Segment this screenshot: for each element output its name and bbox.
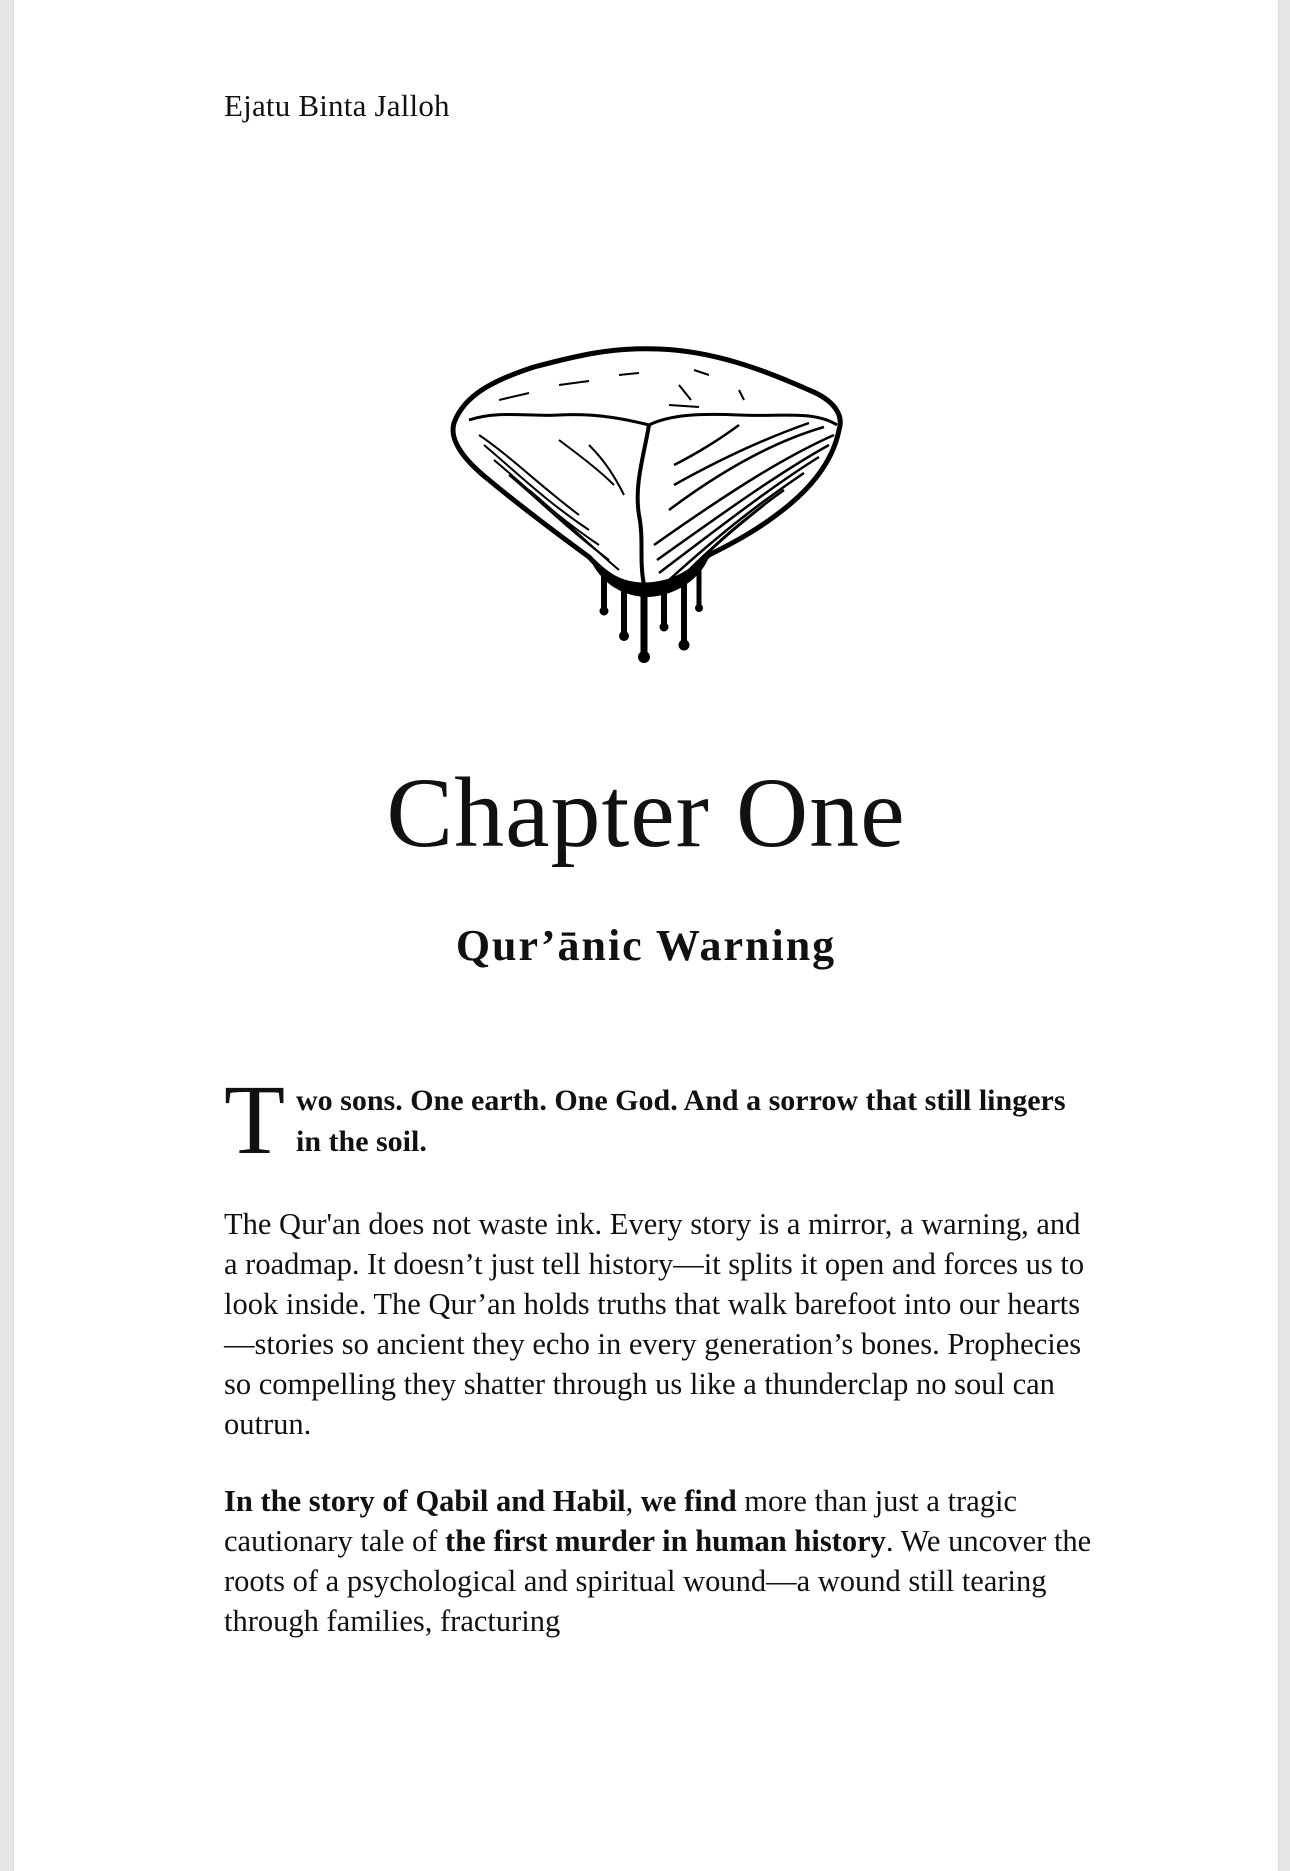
dripping-stone-icon bbox=[439, 345, 879, 675]
emphasis-text: the first murder in human history bbox=[445, 1524, 886, 1558]
lead-text: wo sons. One earth. One God. And a sorrow that still lingers in the soil. bbox=[296, 1084, 1066, 1158]
running-header-author: Ejatu Binta Jalloh bbox=[224, 88, 450, 123]
lead-paragraph bbox=[224, 1064, 1084, 1175]
body-text: . We uncover the roots of a psychological and spiritual wound—a wound still tearing through families, fracturing bbox=[224, 1524, 1092, 1638]
book-page bbox=[13, 0, 1279, 1871]
chapter-title: Chapter One bbox=[386, 757, 906, 868]
emphasis-text: In the story of Qabil and Habil bbox=[224, 1484, 626, 1518]
chapter-subtitle: Qur’ānic Warning bbox=[455, 921, 837, 970]
body-text: , bbox=[625, 1484, 641, 1518]
drop-cap: T bbox=[224, 1064, 286, 1175]
emphasis-text: we find bbox=[640, 1484, 737, 1518]
body-paragraph-1: The Qur'an does not waste ink. Every story is a mirror, a warning, and a roadmap. It doesn’t just tell history—it splits it open and forces us to look inside. The Qur’an holds truths that walk barefoot into our hearts—stories so ancient they echo in every generation’s bones. Prophecies so compelling they shatter through us like a thunderclap no soul can outrun. bbox=[224, 1207, 1085, 1441]
body-paragraph-2 bbox=[224, 1481, 1094, 1641]
body-text: more than just a tragic cautionary tale of bbox=[224, 1484, 1017, 1558]
